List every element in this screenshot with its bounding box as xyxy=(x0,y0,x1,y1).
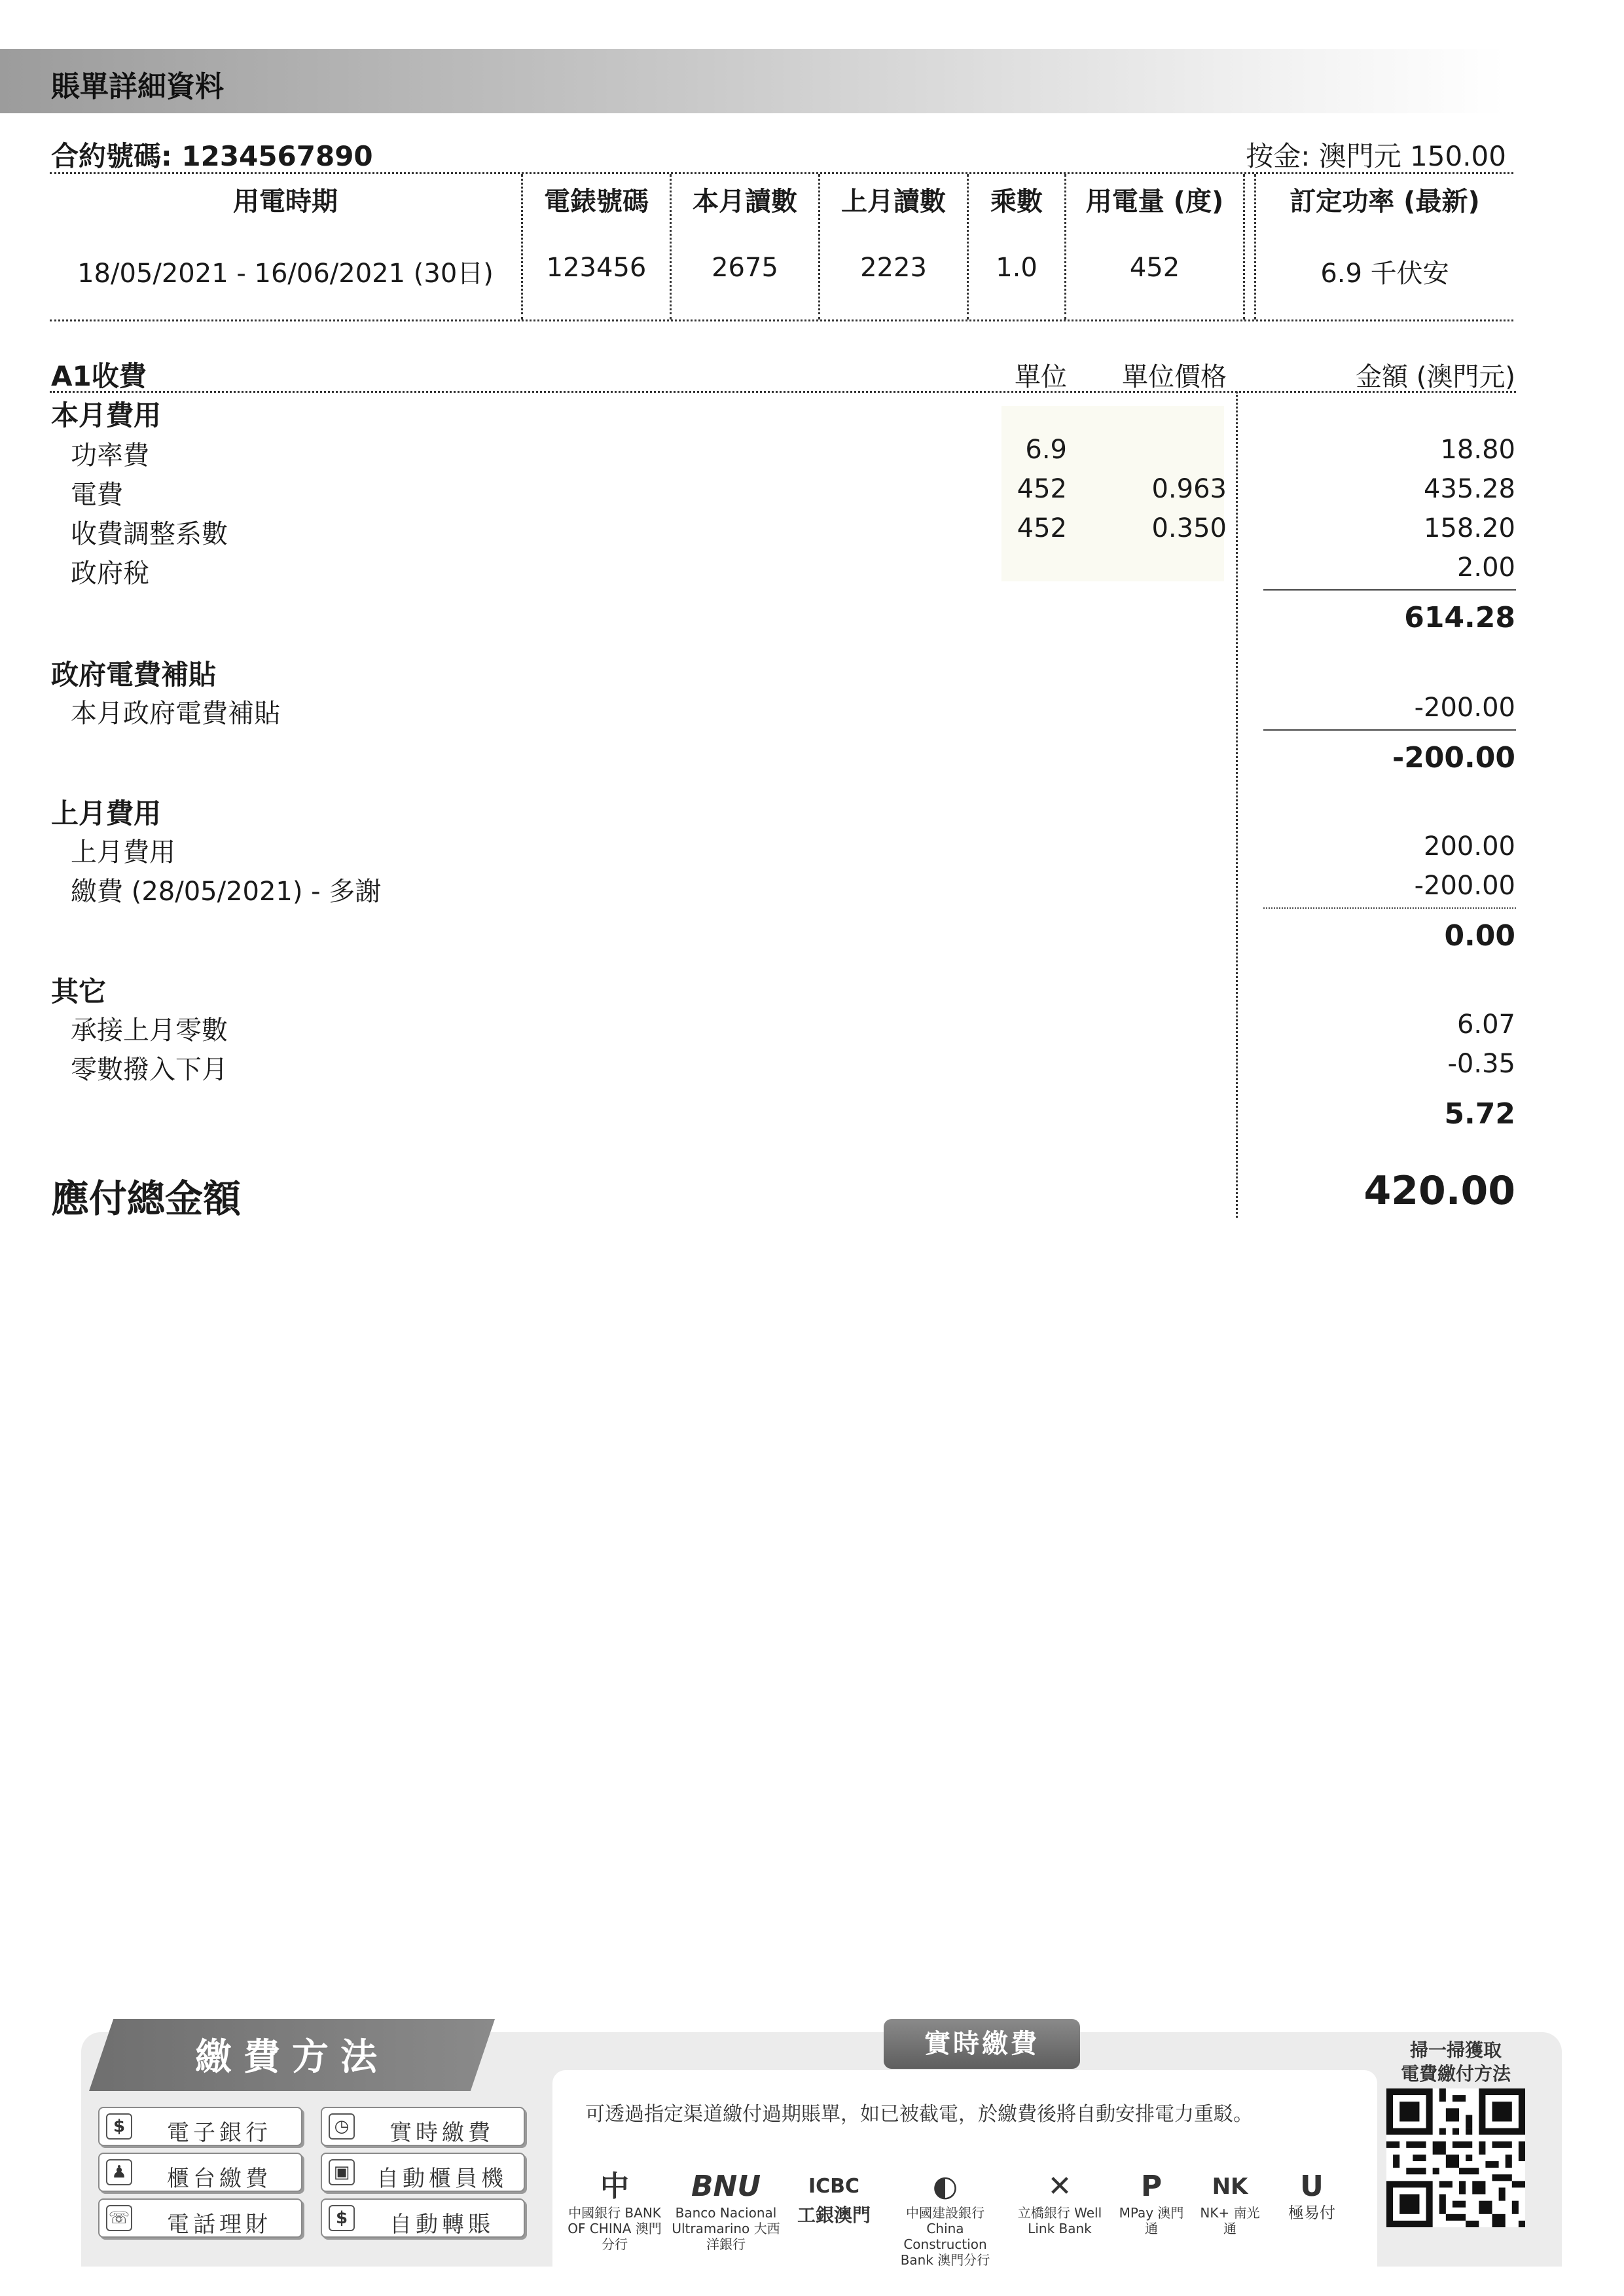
header-bar xyxy=(0,49,1506,113)
clock-icon: ◷ xyxy=(329,2113,355,2140)
col-unit-header: 單位 xyxy=(1015,362,1067,392)
pay-method-label: 實時繳費 xyxy=(389,2120,494,2146)
pay-method-counter-button[interactable] xyxy=(98,2153,302,2192)
subtotal-current: 614.28 xyxy=(1404,601,1515,634)
payment-methods-panel xyxy=(81,2019,1562,2267)
dollar-circle-icon: $ xyxy=(329,2205,355,2231)
amount-column-divider xyxy=(1236,392,1238,1218)
header-previous-reading: 上月讀數 xyxy=(841,187,946,217)
bank-name: 中國建設銀行 China Construction Bank 澳門分行 xyxy=(900,2205,990,2268)
qr-title-line-2: 電費繳付方法 xyxy=(1400,2063,1511,2085)
bank-name: 工銀澳門 xyxy=(797,2204,871,2226)
pay-method-label: 電子銀行 xyxy=(167,2120,272,2146)
bank-logo-bnu xyxy=(670,2168,782,2252)
section-previous-title: 上月費用 xyxy=(51,797,162,829)
charge-item-unit: 6.9 xyxy=(1025,435,1067,465)
wallet-logo-uepay xyxy=(1272,2168,1351,2247)
header-current-reading: 本月讀數 xyxy=(693,187,797,217)
value-current-reading: 2675 xyxy=(712,253,778,283)
bank-name: 立橋銀行 Well Link Bank xyxy=(1017,2205,1102,2236)
header-meter-no: 電錶號碼 xyxy=(544,187,649,217)
charge-item-price: 0.963 xyxy=(1151,474,1227,504)
charge-item-amount: 158.20 xyxy=(1424,513,1515,543)
qr-title xyxy=(1377,2039,1534,2086)
value-previous-reading: 2223 xyxy=(860,253,927,283)
total-amount: 420.00 xyxy=(1363,1168,1515,1214)
charge-item-amount: 18.80 xyxy=(1440,435,1515,465)
col-multiplier xyxy=(969,174,1064,319)
footer-title: 繳費方法 xyxy=(195,2036,389,2079)
wallet-name: 極易付 xyxy=(1288,2204,1335,2222)
wallet-name: NK+ 南光通 xyxy=(1200,2205,1260,2236)
section-other-title: 其它 xyxy=(51,975,107,1008)
charge-item-amount: 2.00 xyxy=(1456,553,1515,583)
bank-name: 中國銀行 BANK OF CHINA 澳門分行 xyxy=(568,2205,662,2252)
realtime-note: 可透過指定渠道繳付過期賬單，如已被截電，於繳費後將自動安排電力重駁。 xyxy=(585,2103,1253,2126)
header-contracted-power: 訂定功率 (最新) xyxy=(1290,187,1480,217)
subtotal-subsidy: -200.00 xyxy=(1392,741,1515,774)
contract-number: 合約號碼: 1234567890 xyxy=(51,140,373,172)
qr-code-icon[interactable] xyxy=(1386,2088,1525,2227)
subtotal-previous: 0.00 xyxy=(1444,919,1515,953)
subtotal-other: 5.72 xyxy=(1444,1097,1515,1131)
previous-item-name: 繳費 (28/05/2021) - 多謝 xyxy=(71,877,382,907)
pay-method-atm-button[interactable] xyxy=(321,2153,525,2192)
section-subsidy-title: 政府電費補貼 xyxy=(51,659,217,691)
wallet-logo-nk xyxy=(1194,2168,1266,2247)
icbc-icon: ICBC xyxy=(808,2175,860,2198)
bnu-icon: BNU xyxy=(691,2170,761,2203)
charges-header-divider xyxy=(50,391,1516,393)
phone-icon: ☏ xyxy=(106,2205,132,2231)
nk-icon: NK xyxy=(1212,2174,1248,2200)
col-contracted-power xyxy=(1256,174,1513,319)
pay-method-realtime-button[interactable] xyxy=(321,2107,525,2146)
col-consumption xyxy=(1066,174,1243,319)
subtotal-line xyxy=(1263,729,1516,731)
pay-method-label: 櫃台繳費 xyxy=(167,2166,272,2192)
subsidy-item-name: 本月政府電費補貼 xyxy=(71,699,280,729)
bank-logo-ccb xyxy=(886,2168,1004,2268)
value-meter-no: 123456 xyxy=(546,253,647,283)
col-previous-reading xyxy=(820,174,967,319)
pay-method-ebanking-button[interactable] xyxy=(98,2107,302,2146)
uepay-icon: U xyxy=(1300,2170,1324,2203)
wallet-logo-mpay xyxy=(1115,2168,1187,2247)
ccb-icon: ◐ xyxy=(932,2170,958,2203)
total-label: 應付總金額 xyxy=(51,1176,242,1221)
col-current-reading xyxy=(672,174,818,319)
header-consumption: 用電量 (度) xyxy=(1085,187,1224,217)
dollar-icon: $ xyxy=(106,2113,132,2140)
value-multiplier: 1.0 xyxy=(996,253,1038,283)
qr-title-line-1: 掃一掃獲取 xyxy=(1409,2039,1502,2061)
pay-method-autopay-button[interactable] xyxy=(321,2198,525,2238)
wallet-name: MPay 澳門通 xyxy=(1119,2205,1184,2236)
bank-of-china-icon: 中 xyxy=(600,2170,629,2203)
charge-item-unit: 452 xyxy=(1017,474,1067,504)
subtotal-line xyxy=(1263,589,1516,591)
previous-item-amount: -200.00 xyxy=(1414,871,1515,901)
counter-people-icon: ♟ xyxy=(106,2159,132,2185)
pay-method-phone-banking-button[interactable] xyxy=(98,2198,302,2238)
column-divider xyxy=(1243,174,1245,319)
col-amount-header: 金額 (澳門元) xyxy=(1356,362,1515,392)
atm-icon: ▣ xyxy=(329,2159,355,2185)
col-period xyxy=(50,174,521,319)
charge-item-name: 收費調整系數 xyxy=(71,519,228,549)
other-item-name: 承接上月零數 xyxy=(71,1015,228,1046)
charge-item-name: 政府稅 xyxy=(71,558,149,589)
previous-item-amount: 200.00 xyxy=(1424,831,1515,862)
col-meter-no xyxy=(523,174,670,319)
bank-logo-welllink xyxy=(1011,2168,1109,2247)
realtime-pay-button[interactable]: 實時繳費 xyxy=(884,2019,1080,2069)
charge-item-price: 0.350 xyxy=(1151,513,1227,543)
header-multiplier: 乘數 xyxy=(990,187,1043,217)
well-link-icon: ✕ xyxy=(1047,2170,1072,2203)
subtotal-line xyxy=(1263,907,1516,909)
deposit-amount: 按金: 澳門元 150.00 xyxy=(1246,140,1506,172)
tariff-title: A1收費 xyxy=(51,360,147,392)
value-consumption: 452 xyxy=(1129,253,1180,283)
col-price-header: 單位價格 xyxy=(1122,362,1227,392)
other-item-amount: -0.35 xyxy=(1447,1049,1515,1079)
other-item-amount: 6.07 xyxy=(1456,1010,1515,1040)
meter-table xyxy=(50,172,1513,321)
value-period: 18/05/2021 - 16/06/2021 (30日) xyxy=(77,259,494,289)
mpay-icon: P xyxy=(1140,2170,1163,2203)
pay-method-label: 自動櫃員機 xyxy=(376,2166,507,2192)
bank-logo-icbc xyxy=(788,2168,880,2247)
bank-name: Banco Nacional Ultramarino 大西洋銀行 xyxy=(672,2205,780,2252)
charge-item-name: 功率費 xyxy=(71,441,149,471)
charge-item-name: 電費 xyxy=(71,480,123,510)
bank-logo-boc xyxy=(566,2168,664,2252)
charge-item-unit: 452 xyxy=(1017,513,1067,543)
header-period: 用電時期 xyxy=(233,187,338,217)
pay-method-label: 電話理財 xyxy=(167,2212,272,2238)
section-current-title: 本月費用 xyxy=(51,399,162,431)
charge-item-amount: 435.28 xyxy=(1424,474,1515,504)
page-title: 賬單詳細資料 xyxy=(51,70,224,103)
value-contracted-power: 6.9 千伏安 xyxy=(1320,259,1449,289)
pay-method-label: 自動轉賬 xyxy=(389,2212,494,2238)
qr-code-graphic xyxy=(1386,2088,1525,2227)
other-item-name: 零數撥入下月 xyxy=(71,1055,228,1085)
previous-item-name: 上月費用 xyxy=(71,837,175,867)
subsidy-item-amount: -200.00 xyxy=(1414,693,1515,723)
